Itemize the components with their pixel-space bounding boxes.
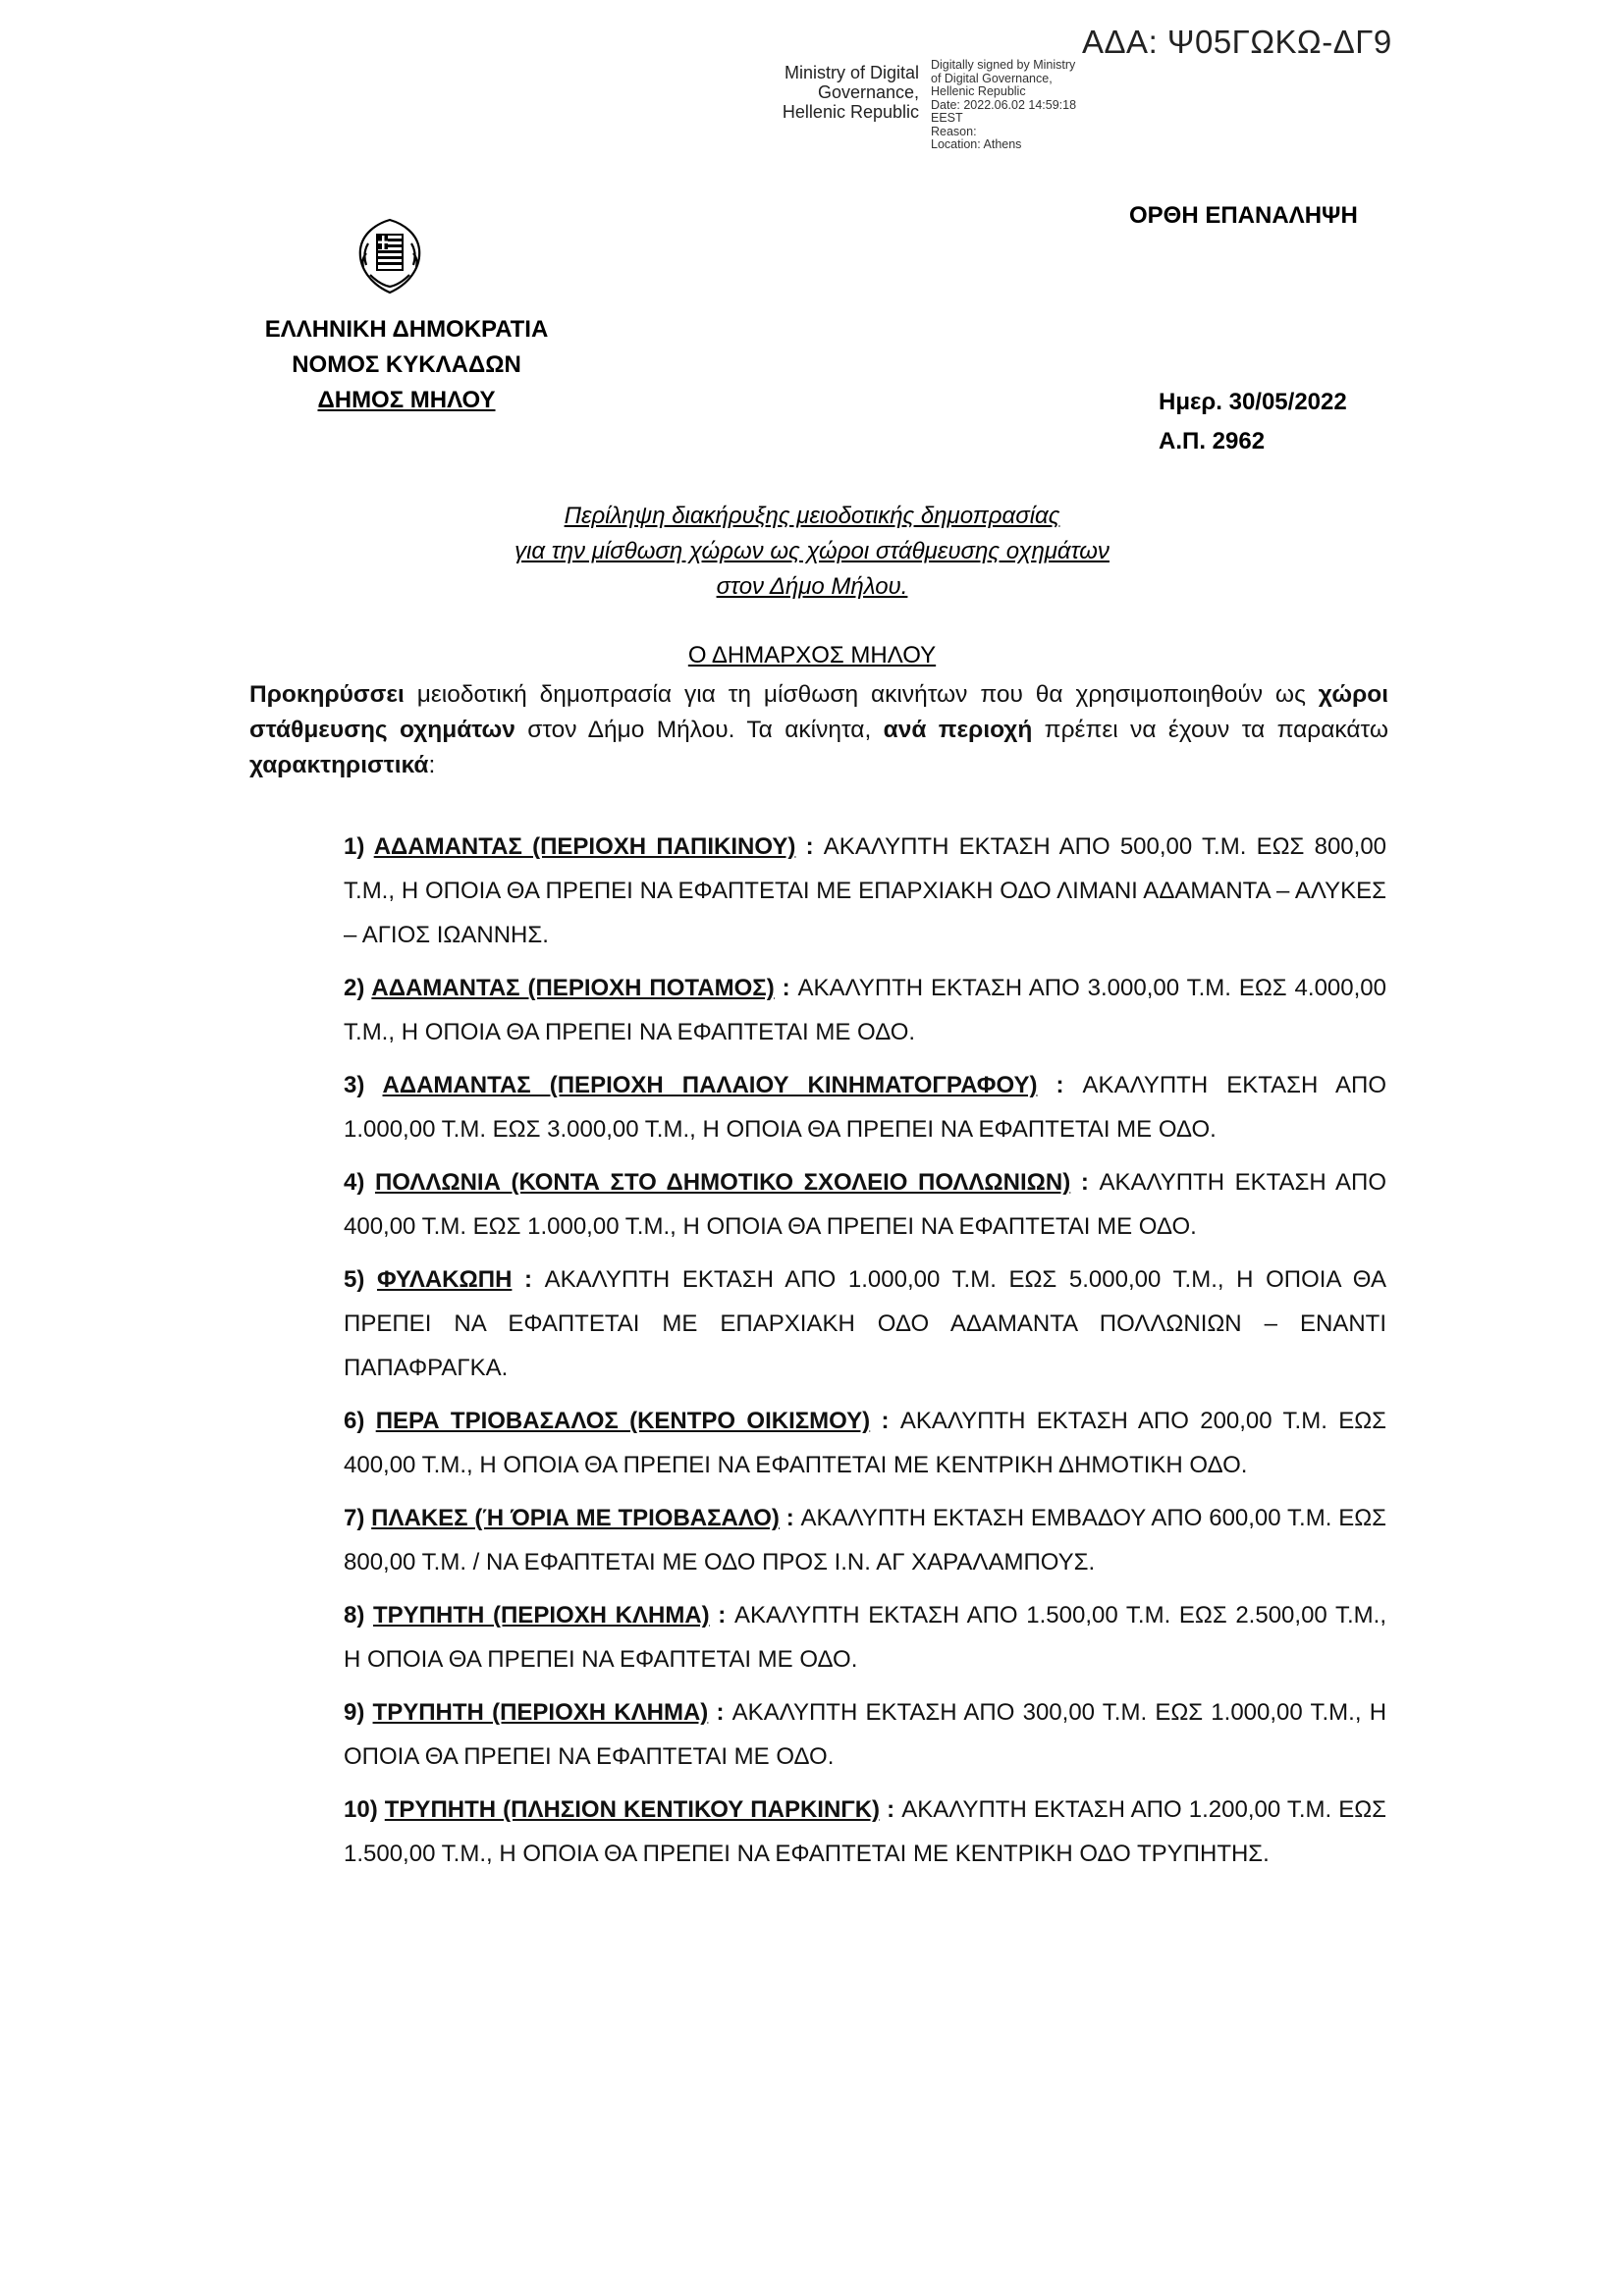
item-location: ΑΔΑΜΑΝΤΑΣ (ΠΕΡΙΟΧΗ ΠΑΛΑΙΟΥ ΚΙΝΗΜΑΤΟΓΡΑΦΟΥ)	[382, 1072, 1038, 1098]
item-location: ΦΥΛΑΚΩΠΗ	[376, 1266, 513, 1293]
signature-org-line: Ministry of Digital	[784, 63, 919, 82]
item-separator: :	[779, 1505, 801, 1531]
item-location: ΤΡΥΠΗΤΗ (ΠΕΡΙΟΧΗ ΚΛΗΜΑ)	[372, 1699, 709, 1726]
item-separator: :	[709, 1602, 734, 1629]
correction-label: ΟΡΘΗ ΕΠΑΝΑΛΗΨΗ	[1129, 202, 1358, 229]
item-description: ΑΚΑΛΥΠΤΗ ΕΚΤΑΣΗ ΑΠΟ 200,00 Τ.Μ. ΕΩΣ 400,00 Τ.Μ., Η ΟΠΟΙΑ ΘΑ ΠΡΕΠΕΙ ΝΑ ΕΦΑΠΤΕΤΑΙ ΜΕ ΚΕΝΤΡΙΚΗ ΔΗΜΟΤΙΚΗ ΟΔΟ.	[344, 1408, 1387, 1478]
item-description: ΑΚΑΛΥΠΤΗ ΕΚΤΑΣΗ ΕΜΒΑΔΟΥ ΑΠΟ 600,00 Τ.Μ. ΕΩΣ 800,00 Τ.Μ. / ΝΑ ΕΦΑΠΤΕΤΑΙ ΜΕ ΟΔΟ ΠΡΟΣ Ι.Ν. ΑΓ ΧΑΡΑΛΑΜΠΟΥΣ.	[344, 1505, 1386, 1575]
title-line: Περίληψη διακήρυξης μειοδοτικής δημοπρασίας	[564, 503, 1060, 529]
list-item	[344, 1690, 1386, 1779]
item-separator: :	[774, 975, 798, 1001]
document-date: Ημερ. 30/05/2022	[1159, 389, 1347, 415]
intro-bold: χώροι στάθμευσης οχημάτων	[249, 681, 1388, 743]
item-description: ΑΚΑΛΥΠΤΗ ΕΚΤΑΣΗ ΑΠΟ 3.000,00 Τ.Μ. ΕΩΣ 4.000,00 Τ.Μ., Η ΟΠΟΙΑ ΘΑ ΠΡΕΠΕΙ ΝΑ ΕΦΑΠΤΕΤΑΙ ΜΕ ΟΔΟ.	[344, 975, 1386, 1045]
item-separator: :	[880, 1796, 902, 1823]
item-number: 9)	[344, 1699, 373, 1726]
signature-detail-line: of Digital Governance,	[931, 71, 1053, 85]
document-title	[255, 499, 1369, 605]
signature-detail-line: Date: 2022.06.02 14:59:18	[931, 97, 1077, 112]
intro-paragraph	[249, 677, 1388, 783]
item-description: ΑΚΑΛΥΠΤΗ ΕΚΤΑΣΗ ΑΠΟ 1.200,00 Τ.Μ. ΕΩΣ 1.500,00 Τ.Μ., Η ΟΠΟΙΑ ΘΑ ΠΡΕΠΕΙ ΝΑ ΕΦΑΠΤΕΤΑΙ ΜΕ ΚΕΝΤΡΙΚΗ ΟΔΟ ΤΡΥΠΗΤΗΣ.	[344, 1796, 1387, 1867]
signature-details	[931, 59, 1127, 152]
intro-bold: Προκηρύσσει	[249, 681, 405, 708]
list-item	[344, 825, 1386, 957]
item-description: ΑΚΑΛΥΠΤΗ ΕΚΤΑΣΗ ΑΠΟ 1.000,00 Τ.Μ. ΕΩΣ 5.000,00 Τ.Μ., Η ΟΠΟΙΑ ΘΑ ΠΡΕΠΕΙ ΝΑ ΕΦΑΠΤΕΤΑΙ ΜΕ ΕΠΑΡΧΙΑΚΗ ΟΔΟ ΑΔΑΜΑΝΤΑ ΠΟΛΛΩΝΙΩΝ – ΕΝΑΝΤΙ ΠΑΠΑΦΡΑΓΚΑ.	[344, 1266, 1387, 1381]
list-item	[344, 1399, 1386, 1487]
greek-coat-of-arms-icon	[349, 214, 431, 296]
intro-text: στον Δήμο Μήλου. Τα ακίνητα,	[514, 717, 884, 743]
signature-detail-line: EEST	[931, 111, 963, 125]
mayor-heading: Ο ΔΗΜΑΡΧΟΣ ΜΗΛΟΥ	[687, 642, 937, 668]
item-separator: :	[708, 1699, 732, 1726]
intro-bold: ανά περιοχή	[883, 717, 1033, 743]
intro-bold: χαρακτηριστικά	[249, 752, 429, 778]
intro-text: :	[428, 752, 436, 778]
item-number: 7)	[344, 1505, 372, 1531]
signature-detail-line: Reason:	[931, 124, 977, 138]
document-meta	[1159, 383, 1347, 461]
item-description: ΑΚΑΛΥΠΤΗ ΕΚΤΑΣΗ ΑΠΟ 1.500,00 Τ.Μ. ΕΩΣ 2.500,00 Τ.Μ., Η ΟΠΟΙΑ ΘΑ ΠΡΕΠΕΙ ΝΑ ΕΦΑΠΤΕΤΑΙ ΜΕ ΟΔΟ.	[344, 1602, 1386, 1673]
ada-code: ΑΔΑ: Ψ05ΓΩΚΩ-ΔΓ9	[1082, 24, 1392, 60]
item-location: ΠΟΛΛΩΝΙΑ (ΚΟΝΤΑ ΣΤΟ ΔΗΜΟΤΙΚΟ ΣΧΟΛΕΙΟ ΠΟΛΛΩΝΙΩΝ)	[374, 1169, 1071, 1196]
list-item	[344, 966, 1386, 1054]
item-description: ΑΚΑΛΥΠΤΗ ΕΚΤΑΣΗ ΑΠΟ 500,00 Τ.Μ. ΕΩΣ 800,00 Τ.Μ., Η ΟΠΟΙΑ ΘΑ ΠΡΕΠΕΙ ΝΑ ΕΦΑΠΤΕΤΑΙ ΜΕ ΕΠΑΡΧΙΑΚΗ ΟΔΟ ΛΙΜΑΝΙ ΑΔΑΜΑΝΤΑ – ΑΛΥΚΕΣ – ΑΓΙΟΣ ΙΩΑΝΝΗΣ.	[344, 833, 1387, 948]
signature-organization	[687, 63, 919, 122]
list-item	[344, 1063, 1386, 1151]
authority-country: ΕΛΛΗΝΙΚΗ ΔΗΜΟΚΡΑΤΙΑ	[264, 316, 549, 343]
item-location: ΑΔΑΜΑΝΤΑΣ (ΠΕΡΙΟΧΗ ΠΑΠΙΚΙΝΟΥ)	[373, 833, 796, 860]
item-number: 4)	[344, 1169, 375, 1196]
item-separator: :	[870, 1408, 900, 1434]
intro-text: μειοδοτική δημοπρασία για τη μίσθωση ακινήτων που θα χρησιμοποιηθούν ως	[404, 681, 1319, 708]
item-location: ΤΡΥΠΗΤΗ (ΠΕΡΙΟΧΗ ΚΛΗΜΑ)	[373, 1602, 710, 1629]
item-location: ΤΡΥΠΗΤΗ (ΠΛΗΣΙΟΝ ΚΕΝΤΙΚΟΥ ΠΑΡΚΙΝΓΚ)	[384, 1796, 881, 1823]
signature-detail-line: Hellenic Republic	[931, 84, 1026, 98]
signature-detail-line: Digitally signed by Ministry	[931, 58, 1076, 72]
item-number: 2)	[344, 975, 372, 1001]
protocol-number: Α.Π. 2962	[1159, 428, 1266, 454]
item-separator: :	[795, 833, 824, 860]
authority-municipality: ΔΗΜΟΣ ΜΗΛΟΥ	[317, 387, 496, 413]
item-separator: :	[512, 1266, 545, 1293]
list-item	[344, 1160, 1386, 1249]
list-item	[344, 1593, 1386, 1682]
property-list	[344, 825, 1386, 1885]
item-description: ΑΚΑΛΥΠΤΗ ΕΚΤΑΣΗ ΑΠΟ 400,00 Τ.Μ. ΕΩΣ 1.000,00 Τ.Μ., Η ΟΠΟΙΑ ΘΑ ΠΡΕΠΕΙ ΝΑ ΕΦΑΠΤΕΤΑΙ ΜΕ ΟΔΟ.	[344, 1169, 1387, 1240]
issuing-authority	[240, 312, 573, 418]
title-line: για την μίσθωση χώρων ως χώροι στάθμευσης οχημάτων	[514, 538, 1110, 564]
item-location: ΑΔΑΜΑΝΤΑΣ (ΠΕΡΙΟΧΗ ΠΟΤΑΜΟΣ)	[371, 975, 775, 1001]
item-number: 3)	[344, 1072, 383, 1098]
list-item	[344, 1257, 1386, 1390]
authority-prefecture: ΝΟΜΟΣ ΚΥΚΛΑΔΩΝ	[292, 351, 521, 378]
item-separator: :	[1070, 1169, 1100, 1196]
item-separator: :	[1037, 1072, 1083, 1098]
item-description: ΑΚΑΛΥΠΤΗ ΕΚΤΑΣΗ ΑΠΟ 1.000,00 Τ.Μ. ΕΩΣ 3.000,00 Τ.Μ., Η ΟΠΟΙΑ ΘΑ ΠΡΕΠΕΙ ΝΑ ΕΦΑΠΤΕΤΑΙ ΜΕ ΟΔΟ.	[344, 1072, 1386, 1143]
item-number: 1)	[344, 833, 374, 860]
item-description: ΑΚΑΛΥΠΤΗ ΕΚΤΑΣΗ ΑΠΟ 300,00 Τ.Μ. ΕΩΣ 1.000,00 Τ.Μ., Η ΟΠΟΙΑ ΘΑ ΠΡΕΠΕΙ ΝΑ ΕΦΑΠΤΕΤΑΙ ΜΕ ΟΔΟ.	[344, 1699, 1387, 1770]
list-item	[344, 1788, 1386, 1876]
title-line: στον Δήμο Μήλου.	[716, 573, 908, 600]
intro-text: πρέπει να έχουν τα παρακάτω	[1032, 717, 1388, 743]
signature-detail-line: Location: Athens	[931, 137, 1022, 151]
list-item	[344, 1496, 1386, 1584]
item-number: 5)	[344, 1266, 377, 1293]
item-number: 8)	[344, 1602, 373, 1629]
signature-org-line: Governance,	[817, 82, 919, 102]
item-number: 10)	[344, 1796, 385, 1823]
item-location: ΠΕΡΑ ΤΡΙΟΒΑΣΑΛΟΣ (ΚΕΝΤΡΟ ΟΙΚΙΣΜΟΥ)	[375, 1408, 871, 1434]
item-location: ΠΛΑΚΕΣ (Ή ΌΡΙΑ ΜΕ ΤΡΙΟΒΑΣΑΛΟ)	[371, 1505, 780, 1531]
item-number: 6)	[344, 1408, 376, 1434]
signature-org-line: Hellenic Republic	[782, 102, 919, 122]
